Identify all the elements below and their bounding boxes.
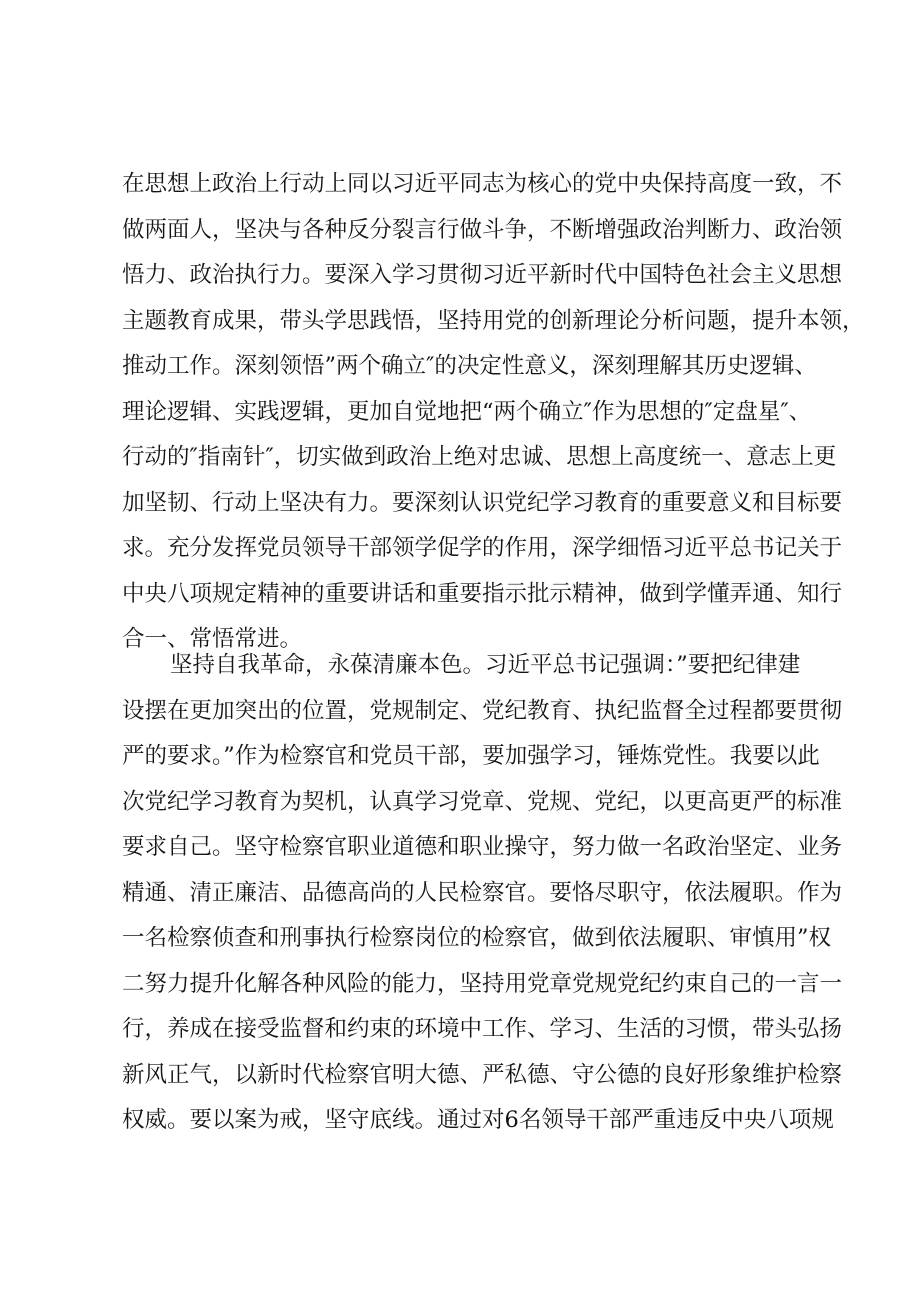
- paragraph-line: 行动的″指南针″，切实做到政治上绝对忠诚、思想上高度统一、意志上更: [122, 444, 837, 470]
- paragraph-line: 中央八项规定精神的重要讲话和重要指示批示精神，做到学懂弄通、知行: [122, 580, 843, 607]
- paragraph-line: 二努力提升化解各种风险的能力，坚持用党章党规党纪约束自己的一言一: [122, 970, 843, 997]
- paragraph-line: 新风正气，以新时代检察官明大德、严私德、守公德的良好形象维护检察: [122, 1061, 843, 1088]
- paragraph-line: 合一、常悟常进。: [122, 626, 303, 652]
- paragraph-line: 行，养成在接受监督和约束的环境中工作、学习、生活的习惯，带头弘扬: [122, 1016, 843, 1042]
- paragraph-line: 加坚韧、行动上坚决有力。要深刻认识党纪学习教育的重要意义和目标要: [122, 489, 843, 516]
- paragraph-line: 一名检察侦查和刑事执行检察岗位的检察官，做到依法履职、审慎用”权: [122, 925, 832, 951]
- paragraph-line: 坚持自我革命，永葆清廉本色。习近平总书记强调：”要把纪律建: [170, 652, 801, 678]
- paragraph-line: 严的要求。”作为检察官和党员干部，要加强学习，锤炼党性。我要以此: [122, 743, 820, 769]
- paragraph-line: 精通、清正廉洁、品德高尚的人民检察官。要恪尽职守，依法履职。作为: [122, 879, 843, 906]
- paragraph-line: 权威。要以案为戒，坚守底线。通过对6名领导干部严重违反中央八项规: [122, 1107, 834, 1133]
- paragraph-line: 主题教育成果，带头学思践悟，坚持用党的创新理论分析问题，提升本领，: [122, 307, 865, 334]
- paragraph-2: [122, 643, 843, 1144]
- paragraph-line: 悟力、政治执行力。要深入学习贯彻习近平新时代中国特色社会主义思想: [122, 262, 843, 288]
- paragraph-line: 设摆在更加突出的位置，党规制定、党纪教育、执纪监督全过程都要贯彻: [122, 697, 843, 724]
- paragraph-line: 做两面人，坚决与各种反分裂言行做斗争，不断增强政治判断力、政治领: [122, 216, 843, 243]
- paragraph-line: 要求自己。坚守检察官职业道德和职业操守，努力做一名政治坚定、业务: [122, 834, 843, 860]
- paragraph-line: 在思想上政治上行动上同以习近平同志为核心的党中央保持高度一致，不: [122, 171, 843, 197]
- paragraph-line: 理论逻辑、实践逻辑，更加自觉地把“两个确立″作为思想的″定盘星″、: [122, 398, 812, 425]
- paragraph-line: 推动工作。深刻领悟”两个确立″的决定性意义，深刻理解其历史逻辑、: [122, 353, 817, 379]
- paragraph-1: [122, 162, 865, 663]
- paragraph-line: 求。充分发挥党员领导干部领学促学的作用，深学细悟习近平总书记关于: [122, 535, 843, 561]
- paragraph-line: 次党纪学习教育为契机，认真学习党章、党规、党纪，以更高更严的标准: [122, 788, 843, 815]
